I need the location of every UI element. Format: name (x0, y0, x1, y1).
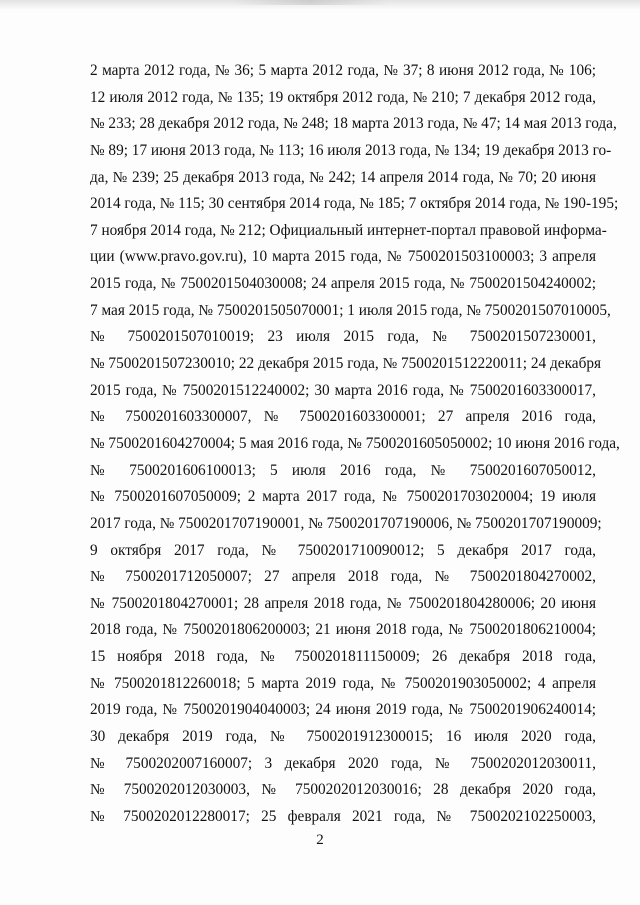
text-line: № 7500201812260018; 5 марта 2019 года, № 7500201903050002; 4 апреля (90, 674, 596, 692)
document-body-text (90, 58, 620, 831)
text-line: 2 марта 2012 года, № 36; 5 марта 2012 года, № 37; 8 июня 2012 года, № 106; (90, 62, 596, 79)
text-line: 2015 года, № 7500201512240002; 30 марта 2016 года, № 7500201603300017, (90, 381, 596, 399)
text-line: 2014 года, № 115; 30 сентября 2014 года, № 185; 7 октября 2014 года, № 190-195; (90, 195, 619, 213)
text-line: № 7500202012030003, № 7500202012030016; 28 декабря 2020 года, (90, 781, 596, 799)
text-line: № 7500201507230010; 22 декабря 2015 года, № 7500201512220011; 24 декабря (90, 355, 602, 373)
text-line: 15 ноября 2018 года, № 7500201811150009; 26 декабря 2018 года, (90, 648, 596, 666)
text-line: 7 ноября 2014 года, № 212; Официальный интернет-портал правовой информа- (90, 221, 607, 239)
text-line: 2017 года, № 7500201707190001, № 7500201707190006, № 7500201707190009; (90, 514, 602, 532)
text-line: 12 июля 2012 года, № 135; 19 октября 2012 года, № 210; 7 декабря 2012 года, (90, 88, 596, 106)
text-line: ции (www.pravo.gov.ru), 10 марта 2015 года, № 7500201503100003; 3 апреля (90, 248, 596, 266)
text-line: № 7500202007160007; 3 декабря 2020 года, № 7500202012030011, (90, 754, 596, 772)
text-line: № 7500201804270001; 28 апреля 2018 года, № 7500201804280006; 20 июня (90, 594, 596, 612)
text-line: 9 октября 2017 года, № 7500201710090012; 5 декабря 2017 года, (90, 541, 596, 559)
text-line: № 7500201507010019; 23 июля 2015 года, № 7500201507230001, (90, 328, 596, 346)
text-line: № 7500202012280017; 25 февраля 2021 года, № 7500202102250003, (90, 807, 596, 825)
text-line: 2018 года, № 7500201806200003; 21 июня 2018 года, № 7500201806210004; (90, 621, 596, 639)
text-line: № 7500201607050009; 2 марта 2017 года, № 7500201703020004; 19 июля (90, 488, 596, 506)
text-line: № 233; 28 декабря 2012 года, № 248; 18 марта 2013 года, № 47; 14 мая 2013 года, (90, 115, 617, 133)
text-line: № 7500201712050007; 27 апреля 2018 года, № 7500201804270002, (90, 568, 596, 586)
text-line: № 7500201606100013; 5 июля 2016 года, № 7500201607050012, (90, 461, 596, 479)
page-number: 2 (316, 832, 324, 848)
text-line: № 7500201604270004; 5 мая 2016 года, № 7500201605050002; 10 июня 2016 года, (90, 434, 620, 452)
text-line: 7 мая 2015 года, № 7500201505070001; 1 июля 2015 года, № 7500201507010005, (90, 301, 611, 319)
text-line: 30 декабря 2019 года, № 7500201912300015; 16 июля 2020 года, (90, 728, 596, 746)
text-line: да, № 239; 25 декабря 2013 года, № 242; 14 апреля 2014 года, № 70; 20 июня (90, 168, 596, 186)
scan-smudge (230, 0, 390, 5)
text-line: 2019 года, № 7500201904040003; 24 июня 2019 года, № 7500201906240014; (90, 701, 596, 719)
text-line: № 7500201603300007, № 7500201603300001; 27 апреля 2016 года, (90, 408, 596, 426)
text-line: № 89; 17 июня 2013 года, № 113; 16 июля 2013 года, № 134; 19 декабря 2013 го- (90, 141, 612, 159)
text-line: 2015 года, № 7500201504030008; 24 апреля 2015 года, № 7500201504240002; (90, 275, 596, 293)
